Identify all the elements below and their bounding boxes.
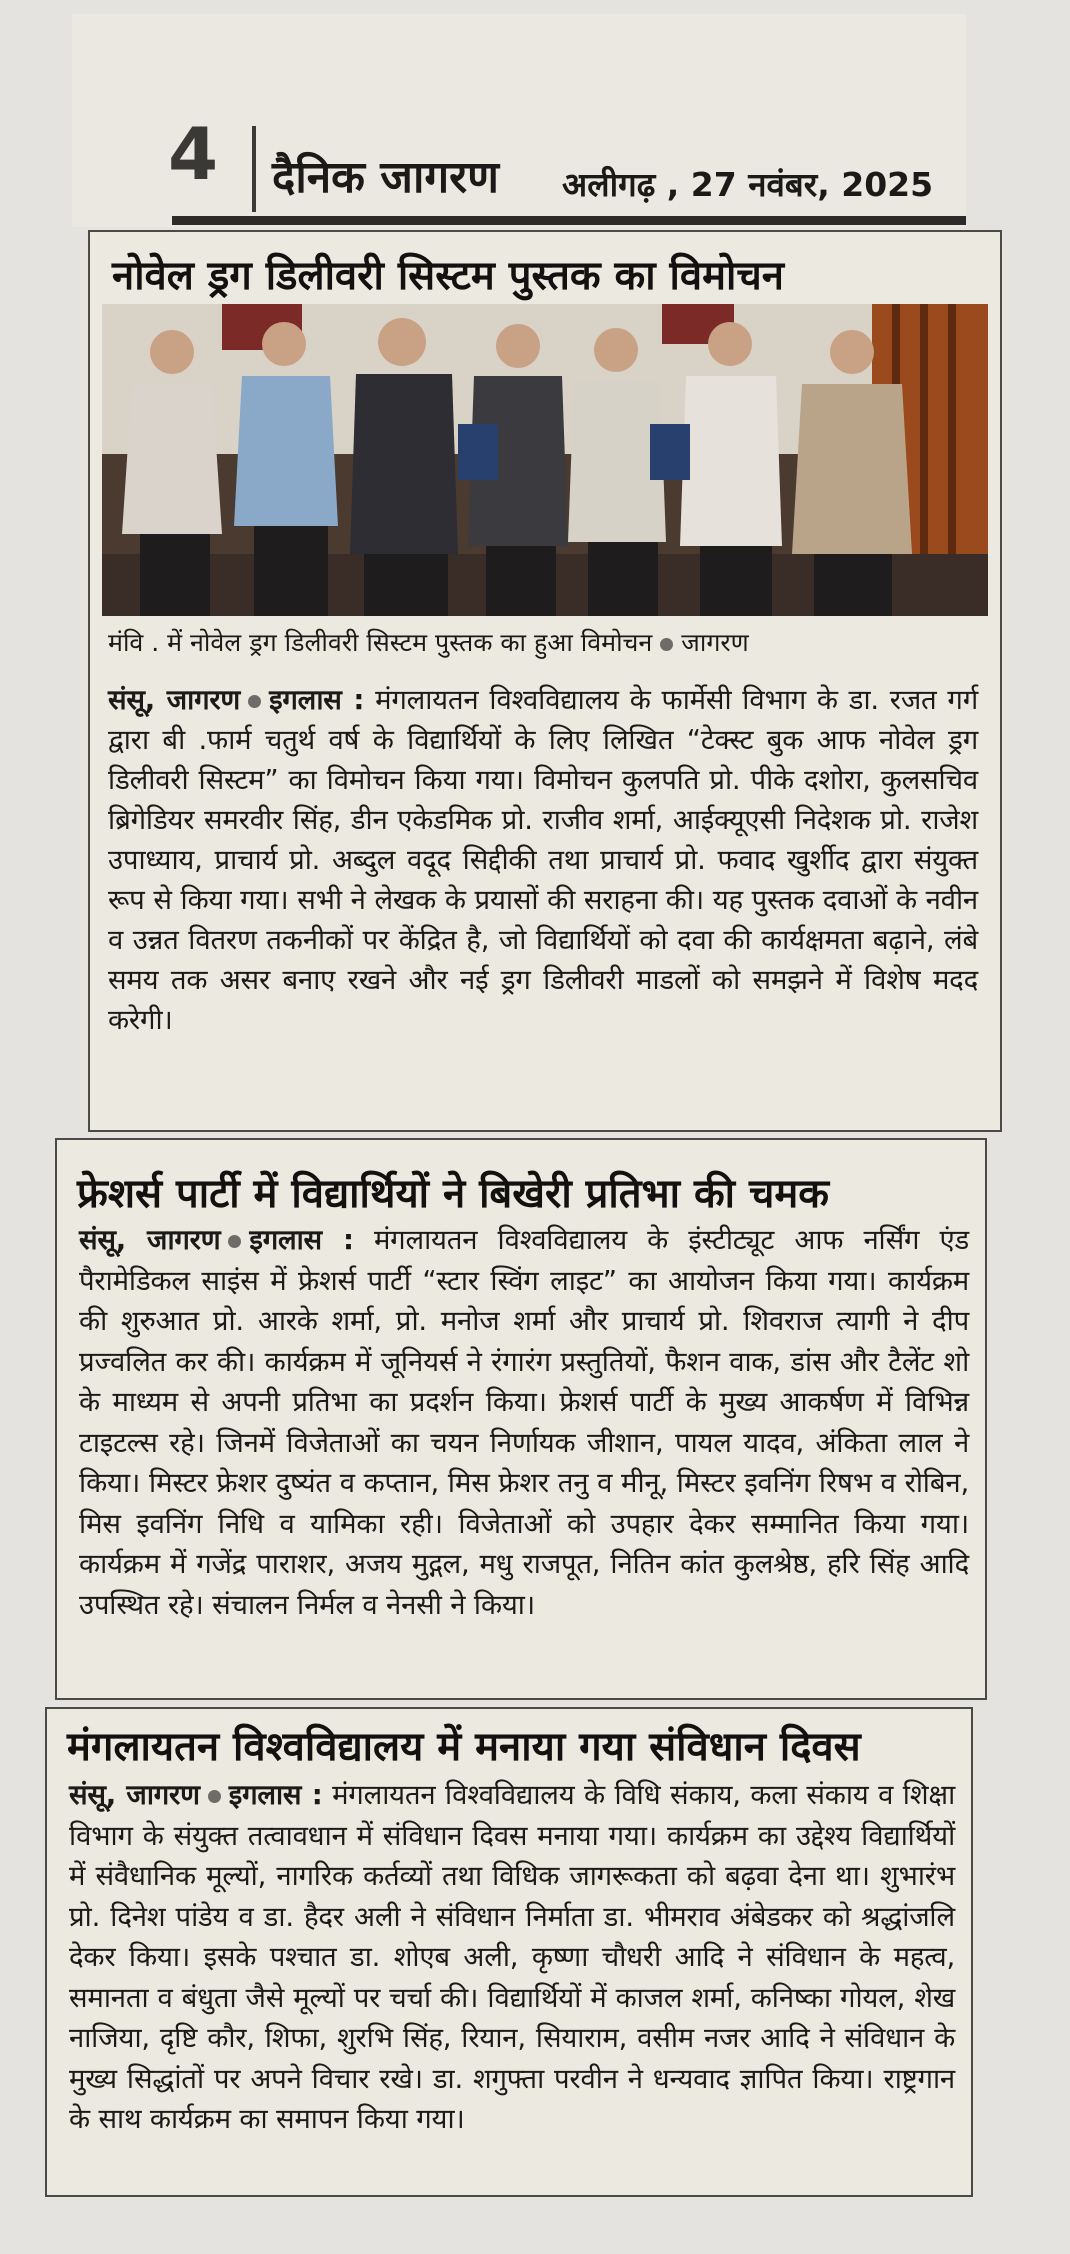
bullet-dot-icon (208, 1790, 221, 1803)
photo-credit: जागरण (681, 628, 749, 657)
article-text: मंगलायतन विश्वविद्यालय के विधि संकाय, कला संकाय व शिक्षा विभाग के संयुक्त तत्वावधान में संविधान दिवस मनाया गया। कार्यक्रम का उद्देश्य विद्यार्थियों में संवैधानिक मूल्यों, नागरिक कर्तव्यों तथा विधिक जागरूकता को बढ़वा देना था। शुभारंभ प्रो. दिनेश पांडेय व डा. हैदर अली ने संविधान निर्माता डा. भीमराव अंबेडकर को श्रद्धांजलि देकर किया। इसके पश्चात डा. शोएब अली, कृष्णा चौधरी आदि ने संविधान के महत्व, समानता व बंधुता जैसे मूल्यों पर चर्चा की। विद्यार्थियों में काजल शर्मा, कनिष्का गोयल, शेख नाजिया, दृष्टि कौर, शिफा, शुरभि सिंह, रियान, सियाराम, वसीम नजर आदि ने संविधान के मुख्य सिद्धांतों पर अपने विचार रखे। डा. शगुफ्ता परवीन ने धन्यवाद ज्ञापित किया। राष्ट्रगान के साथ कार्यक्रम का समापन किया गया। (69, 1779, 956, 2135)
article-headline: नोवेल ड्रग डिलीवरी सिस्टम पुस्तक का विमोचन (112, 253, 784, 299)
article-body (108, 680, 978, 1040)
bullet-dot-icon (248, 695, 261, 708)
masthead-divider (252, 126, 256, 212)
article-headline: मंगलायतन विश्वविद्यालय में मनाया गया संविधान दिवस (67, 1724, 861, 1770)
article-headline: फ्रेशर्स पार्टी में विद्यार्थियों ने बिखेरी प्रतिभा की चमक (77, 1171, 830, 1217)
news-photo (102, 304, 988, 616)
bullet-dot-icon (660, 638, 673, 651)
masthead (72, 14, 966, 227)
dateline: अलीगढ़ , 27 नवंबर, 2025 (562, 165, 934, 204)
newspaper-name: दैनिक जागरण (272, 152, 499, 203)
article-freshers-party (55, 1138, 987, 1700)
bullet-dot-icon (228, 1235, 241, 1248)
byline: संसू, जागरण (79, 1224, 221, 1256)
caption-text: मंवि . में नोवेल ड्रग डिलीवरी सिस्टम पुस्तक का हुआ विमोचन (108, 628, 653, 657)
article-constitution-day (45, 1707, 973, 2197)
article-body (69, 1775, 955, 2140)
photo-caption (108, 630, 749, 655)
dateline-place: इगलास : (249, 1224, 354, 1256)
article-text: मंगलायतन विश्वविद्यालय के इंस्टीट्यूट आफ नर्सिंग एंड पैरामेडिकल साइंस में फ्रेशर्स पार्टी “स्टार स्विंग लाइट” का आयोजन किया गया। कार्यक्रम की शुरुआत प्रो. आरके शर्मा, प्रो. मनोज शर्मा और प्राचार्य प्रो. शिवराज त्यागी ने दीप प्रज्वलित कर की। कार्यक्रम में जूनियर्स ने रंगारंग प्रस्तुतियों, फैशन वाक, डांस और टैलेंट शो के माध्यम से अपनी प्रतिभा का प्रदर्शन किया। फ्रेशर्स पार्टी के मुख्य आकर्षण में विभिन्न टाइटल्स रहे। जिनमें विजेताओं का चयन निर्णायक जीशान, पायल यादव, अंकिता लाल ने किया। मिस्टर फ्रेशर दुष्यंत व कप्तान, मिस फ्रेशर तनु व मीनू, मिस्टर इवनिंग रिषभ व रोबिन, मिस इवनिंग निधि व यामिका रही। विजेताओं को उपहार देकर सम्मानित किया गया। कार्यक्रम में गजेंद्र पाराशर, अजय मुद्गल, मधु राजपूत, नितिन कांत कुलश्रेष्ठ, हरि सिंह आदि उपस्थित रहे। संचालन निर्मल व नेनसी ने किया। (79, 1224, 969, 1621)
group-photo-illustration (102, 304, 988, 616)
article-body (79, 1220, 969, 1625)
byline: संसू, जागरण (69, 1779, 200, 1811)
article-book-launch (88, 230, 1002, 1132)
dateline-place: इगलास : (269, 684, 365, 716)
dateline-place: इगलास : (228, 1779, 323, 1811)
byline: संसू, जागरण (108, 684, 241, 716)
article-text: मंगलायतन विश्वविद्यालय के फार्मेसी विभाग के डा. रजत गर्ग द्वारा बी .फार्म चतुर्थ वर्ष के विद्यार्थियों के लिए लिखित “टेक्स्ट बुक आफ नोवेल ड्रग डिलीवरी सिस्टम” का विमोचन किया गया। विमोचन कुलपति प्रो. पीके दशोरा, कुलसचिव ब्रिगेडियर समरवीर सिंह, डीन एकेडमिक प्रो. राजीव शर्मा, आईक्यूएसी निदेशक प्रो. राजेश उपाध्याय, प्राचार्य प्रो. अब्दुल वदूद सिद्दीकी तथा प्राचार्य प्रो. फवाद खुर्शीद द्वारा संयुक्त रूप से किया गया। सभी ने लेखक के प्रयासों की सराहना की। यह पुस्तक दवाओं के नवीन व उन्नत वितरण तकनीकों पर केंद्रित है, जो विद्यार्थियों को दवा की कार्यक्षमता बढ़ाने, लंबे समय तक असर बनाए रखने और नई ड्रग डिलीवरी माडलों को समझने में विशेष मदद करेगी। (108, 684, 978, 1036)
page-number: 4 (168, 112, 219, 196)
masthead-rule (172, 216, 966, 225)
